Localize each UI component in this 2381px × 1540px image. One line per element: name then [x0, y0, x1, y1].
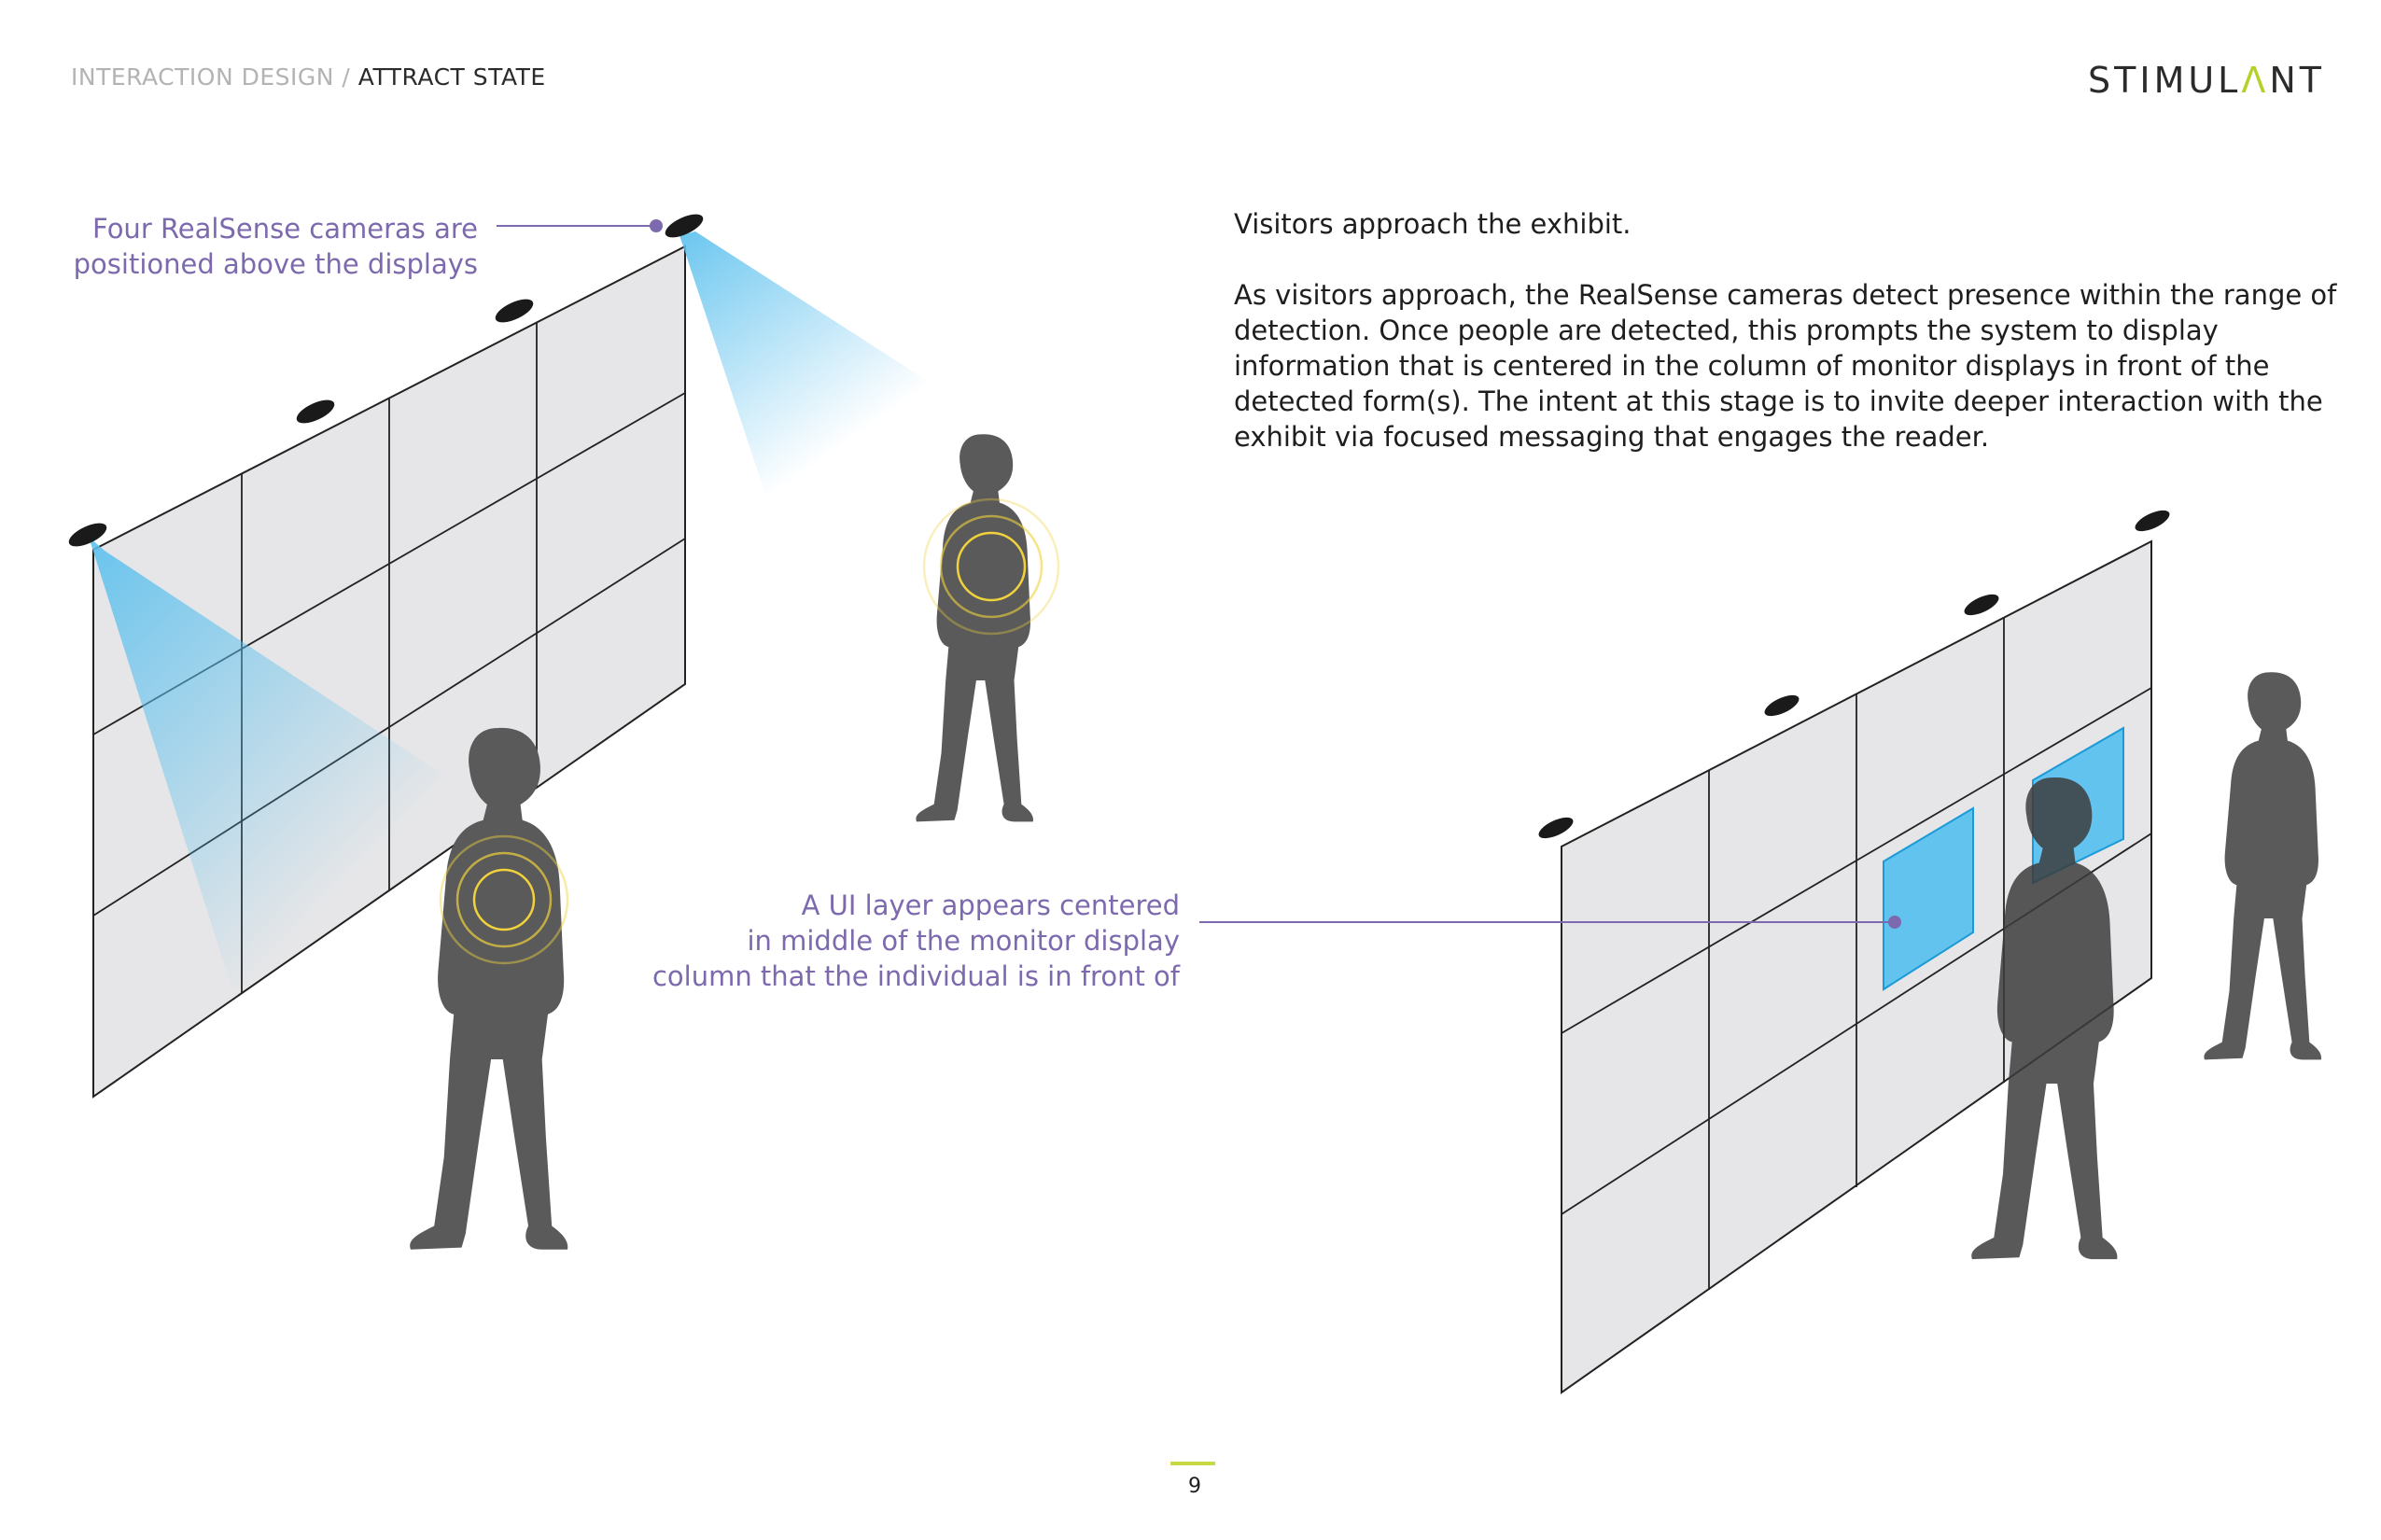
visitor-silhouette-far — [2204, 672, 2321, 1059]
page-number-rule — [1170, 1462, 1215, 1465]
camera-icon — [2132, 506, 2172, 535]
breadcrumb-current: ATTRACT STATE — [357, 63, 546, 91]
camera-icon — [1761, 691, 1801, 720]
callout-cameras-line1: Four RealSense cameras are — [92, 213, 478, 245]
description-lead: Visitors approach the exhibit. — [1234, 208, 1632, 240]
description — [1234, 206, 2345, 490]
camera-icon — [293, 396, 337, 428]
callout-ui-line2: in middle of the monitor display — [747, 925, 1180, 957]
logo-prefix: STIMUL — [2088, 60, 2242, 101]
callout-cameras-line2: positioned above the displays — [73, 248, 478, 280]
camera-icon — [492, 295, 536, 328]
breadcrumb-separator: / — [333, 63, 358, 91]
camera-icon — [1961, 590, 2001, 619]
callout-ui-layer — [644, 888, 1180, 994]
callout-ui-line3: column that the individual is in front of — [651, 960, 1180, 992]
breadcrumb-section: INTERACTION DESIGN — [71, 63, 334, 91]
callout-ui-line1: A UI layer appears centered — [801, 889, 1180, 921]
callout-leader-cameras — [497, 219, 663, 232]
camera-icon — [1535, 813, 1576, 842]
logo-accent: Λ — [2241, 60, 2270, 101]
page-number: 9 — [1188, 1475, 1201, 1498]
logo-suffix: NT — [2269, 60, 2325, 101]
camera-beam-right — [679, 231, 945, 551]
description-paragraph: As visitors approach, the RealSense cameras detect presence within the range of detection. Once people are detected, this prompts the system to display information that is centered in the column of monitor displays in front of the detected form(s). The intent at this stage is to invite deeper interaction with the exhibit via focused messaging that engages the reader. — [1234, 279, 2337, 453]
callout-cameras — [56, 211, 478, 282]
